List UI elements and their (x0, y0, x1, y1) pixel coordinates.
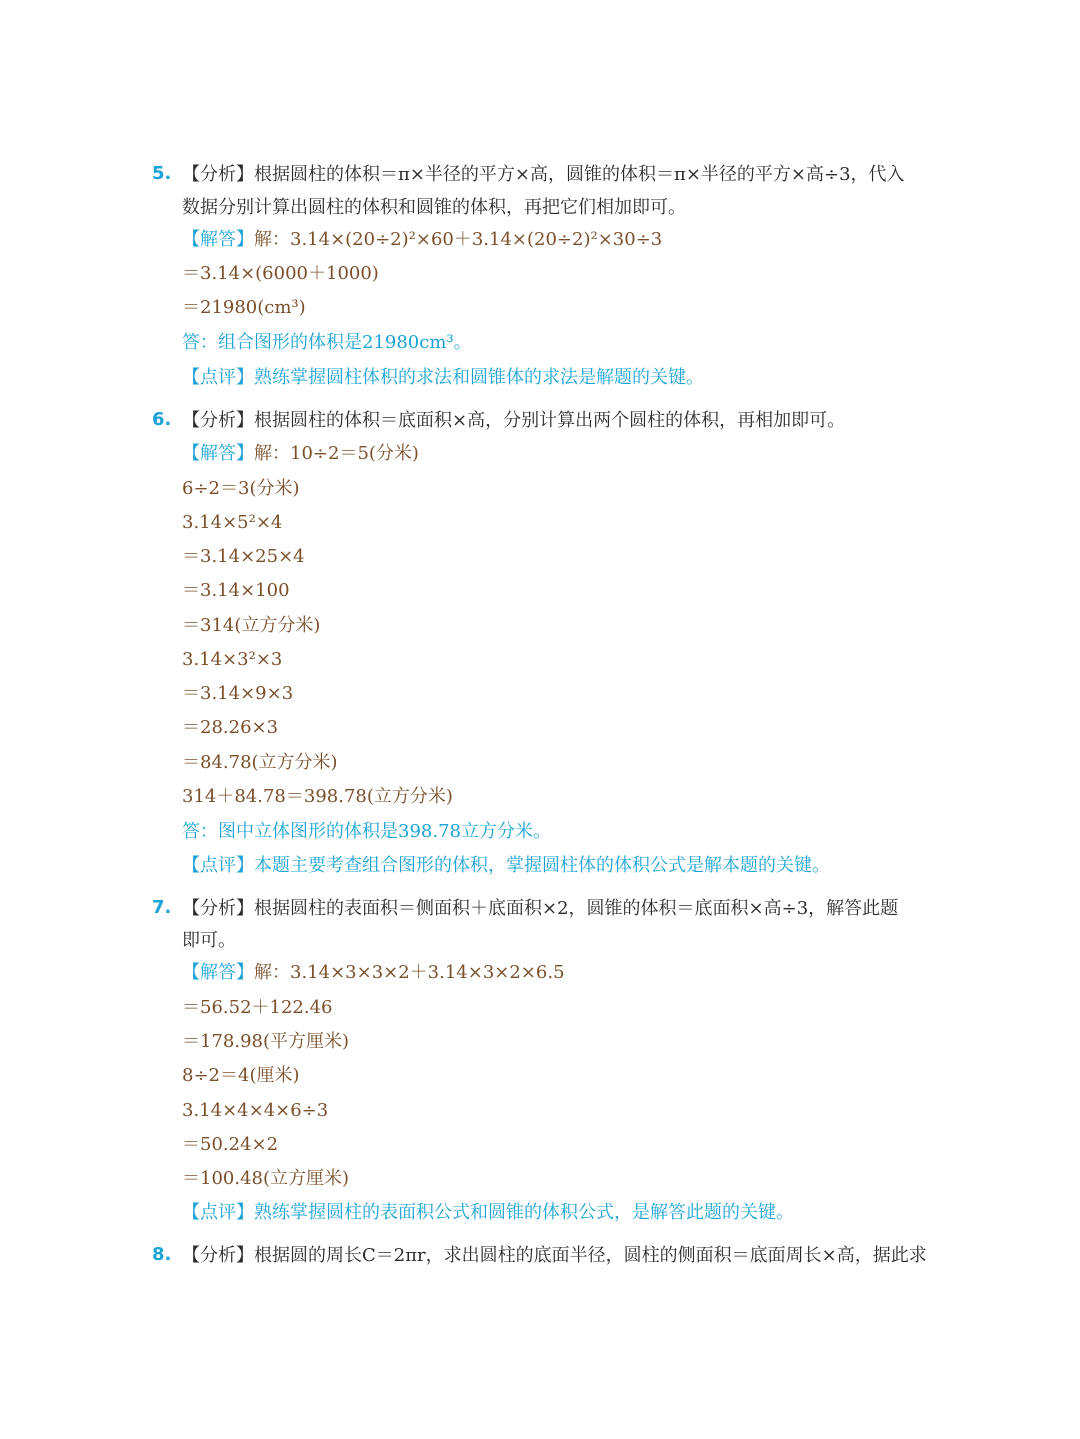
step: ＝178.98(平方厘米) (182, 1031, 350, 1052)
answer-tag: 【解答】 (182, 229, 254, 250)
step: 3.14×3²×3 (182, 649, 283, 670)
analysis-tag: 【分析】 (182, 898, 254, 919)
analysis-tag: 【分析】 (182, 410, 254, 431)
comment-tag: 【点评】 (182, 367, 254, 388)
step: ＝100.48(立方厘米) (182, 1168, 350, 1189)
answer-lead: 解： (254, 229, 290, 250)
analysis-line (182, 897, 898, 921)
conclusion: 答：图中立体图形的体积是398.78立方分米。 (182, 821, 551, 842)
analysis-text: 根据圆柱的表面积＝侧面积＋底面积×2，圆锥的体积＝底面积×高÷3，解答此题 (254, 898, 899, 919)
comment-text: 熟练掌握圆柱体积的求法和圆锥体的求法是解题的关键。 (254, 367, 704, 388)
analysis-line (182, 409, 845, 433)
step: ＝3.14×(6000＋1000) (182, 263, 379, 284)
answer-tag: 【解答】 (182, 962, 254, 983)
step: ＝3.14×100 (182, 580, 290, 601)
step: 8÷2＝4(厘米) (182, 1065, 300, 1086)
step: 10÷2＝5(分米) (290, 443, 419, 464)
step: ＝56.52＋122.46 (182, 997, 333, 1018)
answer-tag: 【解答】 (182, 443, 254, 464)
step: 3.14×3×3×2＋3.14×3×2×6.5 (290, 962, 565, 983)
step: 3.14×5²×4 (182, 512, 283, 533)
step: ＝50.24×2 (182, 1134, 279, 1155)
answer-line (182, 961, 565, 985)
question-number: 8. (152, 1244, 172, 1265)
comment-tag: 【点评】 (182, 1202, 254, 1223)
step: ＝28.26×3 (182, 717, 279, 738)
analysis-line (182, 1244, 927, 1268)
step: 3.14×(20÷2)²×60＋3.14×(20÷2)²×30÷3 (290, 229, 663, 250)
comment-line (182, 854, 830, 878)
question-number: 5. (152, 163, 172, 184)
comment-line (182, 1201, 794, 1225)
answer-line (182, 228, 662, 252)
analysis-text: 根据圆柱的体积＝底面积×高，分别计算出两个圆柱的体积，再相加即可。 (254, 410, 846, 431)
step: 6÷2＝3(分米) (182, 478, 300, 499)
analysis-text: 根据圆柱的体积＝π×半径的平方×高，圆锥的体积＝π×半径的平方×高÷3，代入 (254, 164, 905, 185)
answer-lead: 解： (254, 443, 290, 464)
analysis-tag: 【分析】 (182, 164, 254, 185)
step: ＝21980(cm³) (182, 297, 306, 318)
step: ＝314(立方分米) (182, 615, 321, 636)
analysis-line-2: 即可。 (182, 930, 236, 951)
comment-text: 熟练掌握圆柱的表面积公式和圆锥的体积公式，是解答此题的关键。 (254, 1202, 794, 1223)
answer-lead: 解： (254, 962, 290, 983)
step: ＝3.14×9×3 (182, 683, 294, 704)
comment-tag: 【点评】 (182, 855, 254, 876)
step: 314＋84.78＝398.78(立方分米) (182, 786, 453, 807)
question-number: 7. (152, 897, 172, 918)
answer-line (182, 442, 419, 466)
analysis-tag: 【分析】 (182, 1245, 254, 1266)
step: 3.14×4×4×6÷3 (182, 1100, 329, 1121)
step: ＝84.78(立方分米) (182, 752, 338, 773)
step: ＝3.14×25×4 (182, 546, 305, 567)
analysis-text: 根据圆的周长C＝2πr，求出圆柱的底面半径，圆柱的侧面积＝底面周长×高，据此求 (254, 1245, 927, 1266)
question-number: 6. (152, 409, 172, 430)
comment-text: 本题主要考查组合图形的体积，掌握圆柱体的体积公式是解本题的关键。 (254, 855, 830, 876)
analysis-line-2: 数据分别计算出圆柱的体积和圆锥的体积，再把它们相加即可。 (182, 197, 686, 218)
conclusion: 答：组合图形的体积是21980cm³。 (182, 332, 472, 353)
comment-line (182, 366, 704, 390)
analysis-line (182, 163, 905, 187)
